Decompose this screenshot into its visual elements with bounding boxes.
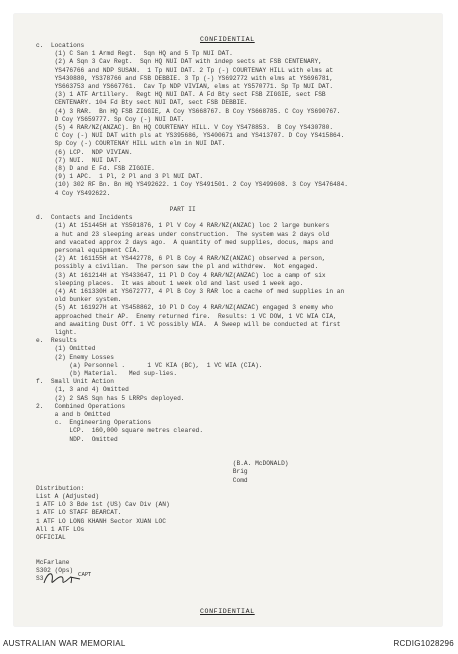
document-line: (5) 4 RAR/NZ(ANZAC). Bn HQ COURTENAY HILL. V Coy YS478853. B Coy YS430780. [36,124,334,131]
document-line: (3) At 161214H at YS433647, 11 Pl D Coy 4 RAR/NZ(ANZAC) loc a camp of six [36,271,326,279]
document-line: List A (Adjusted) [36,493,100,500]
document-line: CENTENARY. 104 Fd Bty sect NUI DAT, sect FSB DEBBIE. [36,99,248,107]
document-line: (8) D and E Fd. FSB ZIGGIE. [36,165,155,172]
document-line: Sp Coy (-) COURTENAY HILL with elm in NUI DAT. [36,140,226,148]
document-line: (1) C San 1 Armd Regt. Sqn HQ and 5 Tp NUI DAT. [36,50,233,58]
document-line: S3 [36,575,44,582]
document-line: old bunker system. [36,296,122,304]
classification-bottom: CONFIDENTIAL [200,608,255,615]
document-line: YS476766 and NDP SUSAN. 1 Tp NUI DAT. 2 Tp (-) COURTENAY HILL with elms at [36,66,334,74]
signature-rank: CAPT [78,572,91,578]
document-line: D Coy YS659777. Sp Coy (-) NUI DAT. [36,115,185,123]
archive-footer [0,630,458,654]
document-line: C Coy (-) NUI DAT with pls at YS395686, YS400671 and YS413707. D Coy YS415864. [36,132,345,140]
document-line: light. [36,329,77,336]
document-line: and awaiting Dust Off. 1 VC possibly WIA. A Sweep will be conducted at first [36,320,341,328]
document-line: a hut and 23 sleeping areas under construction. The system was 2 days old [36,230,330,238]
document-line: e. Results [36,337,77,345]
document-line: Brig [36,468,248,476]
document-line: (10) 302 RF Bn. Bn HQ YS492622. 1 Coy YS491501. 2 Coy YS499608. 3 Coy YS476484. [36,181,348,189]
document-line: (1) Omitted [36,345,96,353]
document-page [14,14,442,626]
document-line: 1 ATF LO 3 Bde 1st (US) Cav Div (AN) [36,501,170,509]
document-line: LCP. 160,000 square metres cleared. [36,427,204,435]
document-line: S302 (Ops) [36,566,74,574]
document-line: YS430880, YS378766 and FSB DEBBIE. 3 Tp (-) YS692772 with elms at YS696781, [36,74,334,82]
document-line: Comd [36,476,248,484]
document-line: (a) Personnel . 1 VC KIA (BC), 1 VC WIA (CIA). [36,361,263,369]
document-line: (2) A Sqn 3 Cav Regt. Sqn HQ NUI DAT with indep sects at FSB CENTENARY, [36,58,322,66]
document-line: d. Contacts and Incidents [36,214,133,222]
document-line: and vacated approx 2 days ago. A quantity of med supplies, docus, maps and [36,238,334,246]
document-line: (9) 1 APC. 1 Pl, 2 Pl and 3 Pl NUI DAT. [36,173,204,181]
document-line: (2) Enemy Losses [36,353,114,361]
document-line: YS663753 and YS667761. Cav Tp NDP VIVIAN, elms at YS570771. Sp Tp NUI DAT. [36,83,334,90]
classification-top: CONFIDENTIAL [200,36,255,43]
handwritten-signature [40,567,96,589]
document-line: (6) LCP. NDP VIVIAN. [36,148,133,156]
document-line: c. Engineering Operations [36,419,152,427]
document-line: All 1 ATF LOs [36,525,85,533]
document-line: a and b Omitted [36,411,111,418]
document-line: possibly a civilian. The person saw the pl and withdrew. Not engaged. [36,263,319,271]
document-line: PART II [36,206,196,213]
document-line: 4 Coy YS492622. [36,189,111,197]
document-line: OFFICIAL [36,534,66,541]
document-line: (b) Material. Med sup-lies. [36,370,178,377]
document-line: (4) At 161330H at YS672777, 4 Pl B Coy 3 RAR loc a cache of med supplies in an [36,288,345,295]
document-line: 1 ATF LO STAFF BEARCAT. [36,509,122,517]
document-line: personal equipment CIA. [36,247,140,254]
document-line: Distribution: [36,484,85,492]
document-line: (2) 2 SAS Sqn has 5 LRRPs deployed. [36,394,185,402]
document-line: sleeping places. It was about 1 week old and last used 1 week ago. [36,279,304,287]
document-line: McFarlane [36,558,70,566]
footer-institution: AUSTRALIAN WAR MEMORIAL [3,639,126,648]
document-line: (1) At 151445H at YS501876, 1 Pl V Coy 4 RAR/NZ(ANZAC) loc 2 large bunkers [36,222,330,230]
document-line: 1 ATF LO LONG KHANH Sector XUAN LOC [36,517,166,525]
document-line: c. Locations [36,42,85,49]
document-line: (5) At 161927H at YS458862, 10 Pl D Coy 4 RAR/NZ(ANZAC) engaged 3 enemy who [36,304,334,312]
document-line: approached their AP. Enemy returned fire. Results: 1 VC DOW, 1 VC WIA CIA, [36,312,337,320]
document-line: (3) 1 ATF Artillery. Regt HQ NUI DAT. A Fd Bty sect FSB ZIGGIE, sect FSB [36,91,326,99]
document-line: (B.A. McDONALD) [36,460,289,468]
document-line: f. Small Unit Action [36,378,114,386]
document-line: 2. Combined Operations [36,402,126,410]
footer-record-id: RCDIG1028296 [393,639,454,648]
document-line: (7) NUI. NUI DAT. [36,156,122,164]
document-line: (2) At 161155H at YS442778, 6 Pl B Coy 4 RAR/NZ(ANZAC) observed a person, [36,255,326,263]
document-line: (1, 3 and 4) Omitted [36,386,129,394]
document-line: (4) 3 RAR. Bn HQ FSB ZIGGIE, A Coy YS668767. B Coy YS668785. C Coy YS690767. [36,107,341,115]
document-line: NDP. Omitted [36,435,118,443]
